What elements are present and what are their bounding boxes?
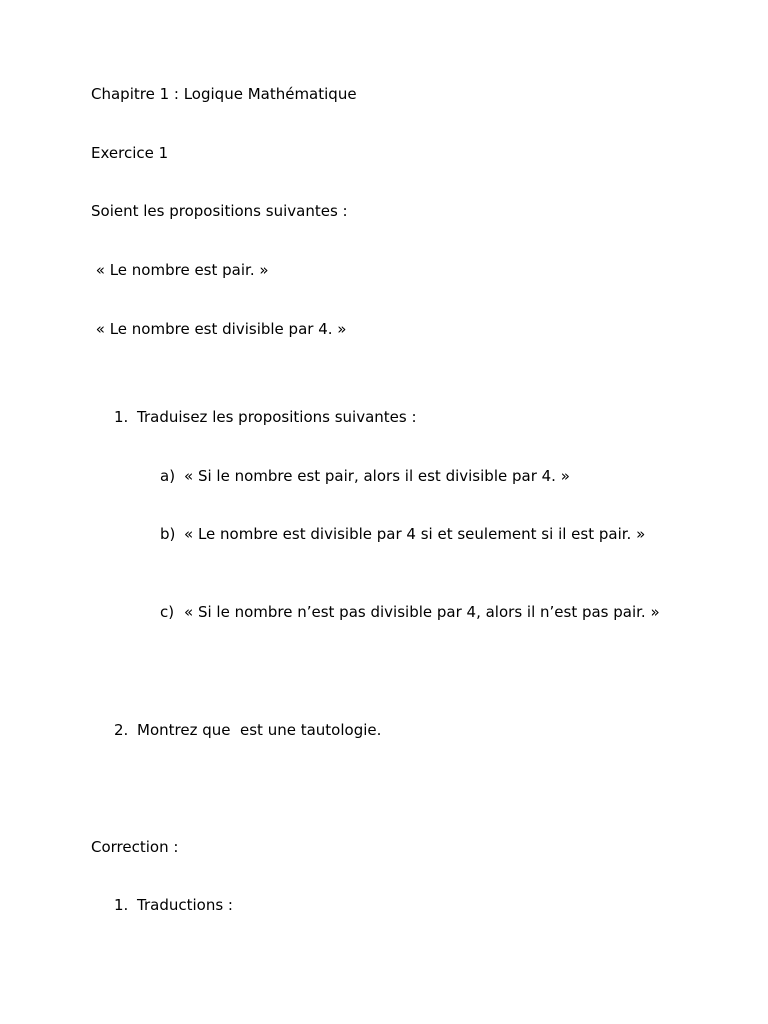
question-1-text: Traduisez les propositions suivantes : <box>137 408 417 426</box>
item-a-text: « Si le nombre est pair, alors il est divisible par 4. » <box>184 467 570 485</box>
item-a-letter: a) <box>160 467 176 485</box>
proposition-q: « Le nombre est divisible par 4. » <box>91 320 347 338</box>
item-b-text: « Le nombre est divisible par 4 si et seulement si il est pair. » <box>184 525 646 543</box>
correction-title: Correction : <box>91 838 179 856</box>
item-c-letter: c) <box>160 603 175 621</box>
chapter-title: Chapitre 1 : Logique Mathématique <box>91 85 357 103</box>
item-b-letter: b) <box>160 525 176 543</box>
question-2-text: Montrez que est une tautologie. <box>137 721 382 739</box>
item-c-text: « Si le nombre n’est pas divisible par 4, alors il n’est pas pair. » <box>184 603 660 621</box>
exercise-title: Exercice 1 <box>91 144 169 162</box>
correction-1-number: 1. <box>114 896 129 914</box>
question-1-number: 1. <box>114 408 129 426</box>
intro-text: Soient les propositions suivantes : <box>91 202 348 220</box>
proposition-p: « Le nombre est pair. » <box>91 261 269 279</box>
correction-1-text: Traductions : <box>137 896 233 914</box>
question-2-number: 2. <box>114 721 129 739</box>
